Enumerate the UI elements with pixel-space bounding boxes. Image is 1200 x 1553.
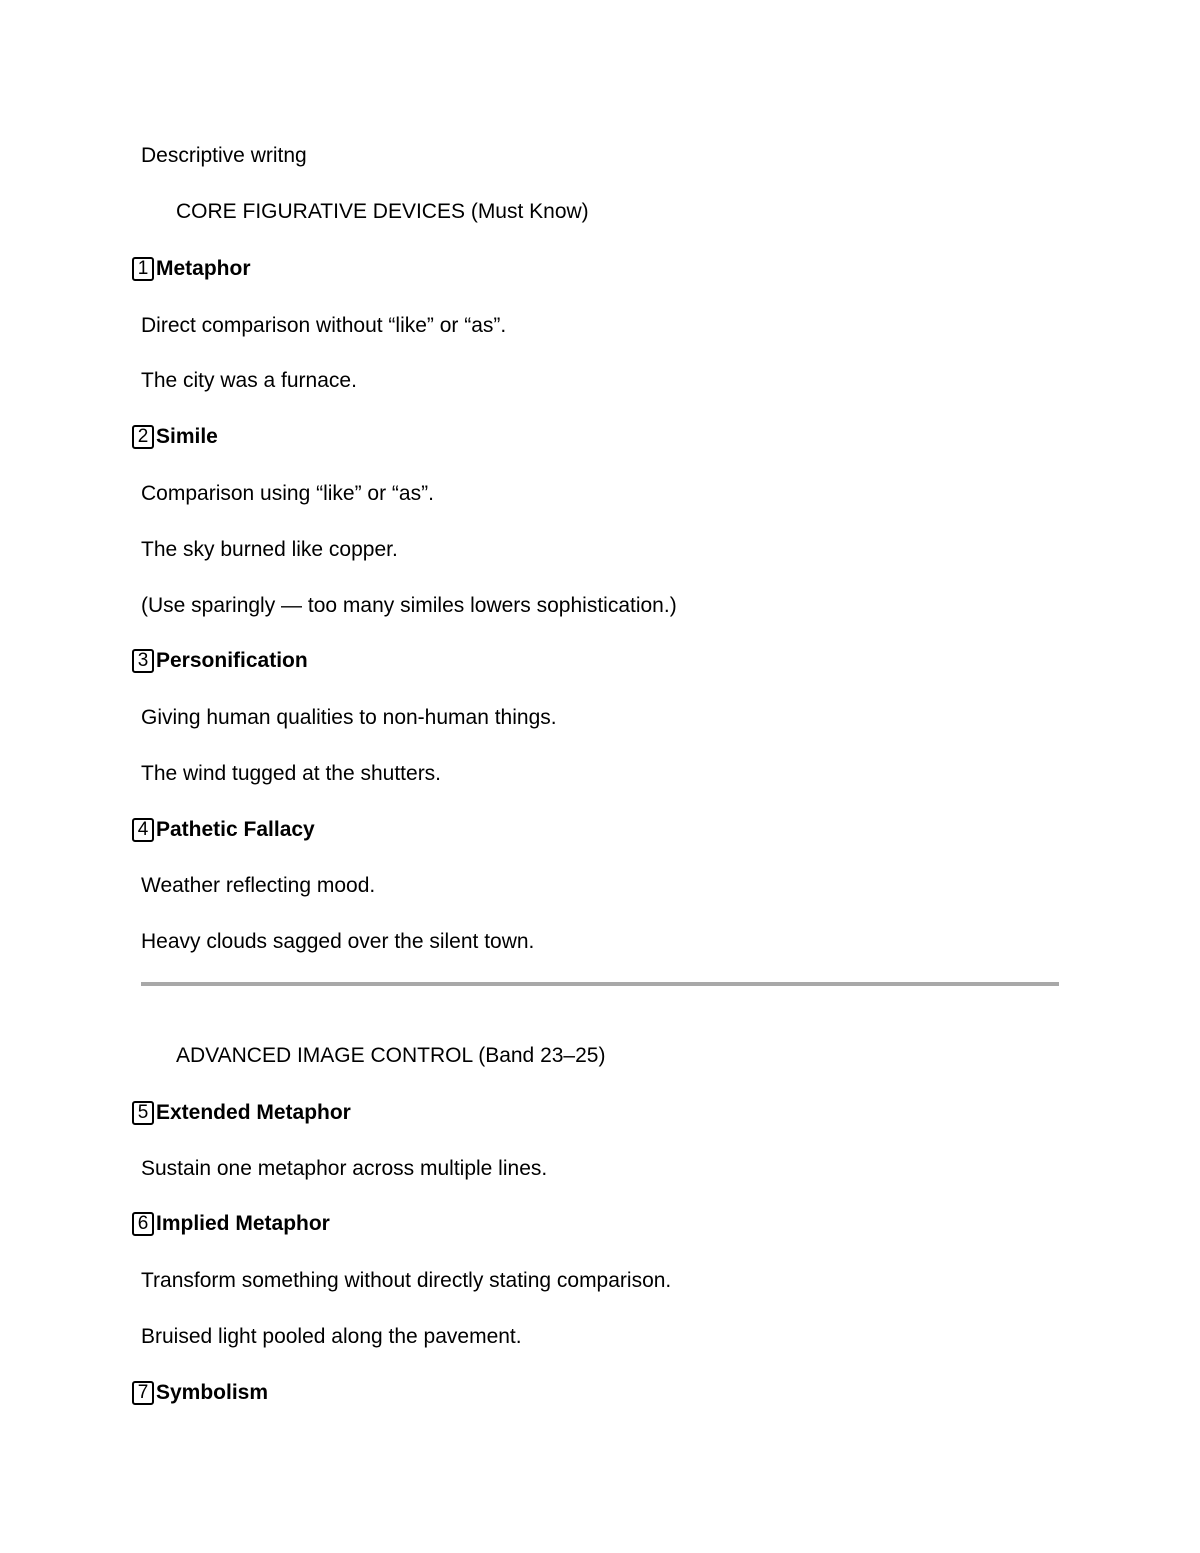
device-definition: Sustain one metaphor across multiple lines. — [141, 1157, 548, 1180]
section-title-advanced-image-control: ADVANCED IMAGE CONTROL (Band 23–25) — [176, 1044, 606, 1067]
device-name: Simile — [156, 425, 218, 448]
device-heading-pathetic-fallacy — [132, 816, 315, 844]
device-note: (Use sparingly — too many similes lowers sophistication.) — [141, 594, 677, 617]
device-heading-metaphor — [132, 255, 251, 283]
device-definition: Comparison using “like” or “as”. — [141, 482, 434, 505]
document-title: Descriptive writng — [141, 144, 307, 167]
device-name: Extended Metaphor — [156, 1101, 351, 1124]
device-example: The city was a furnace. — [141, 369, 357, 392]
device-name: Implied Metaphor — [156, 1212, 330, 1235]
device-heading-extended-metaphor — [132, 1099, 351, 1127]
device-name: Symbolism — [156, 1381, 269, 1404]
device-heading-implied-metaphor — [132, 1210, 330, 1238]
device-definition: Giving human qualities to non-human things. — [141, 706, 557, 729]
section-title-core-figurative-devices: CORE FIGURATIVE DEVICES (Must Know) — [176, 200, 589, 223]
number-badge: 1 — [132, 257, 154, 281]
device-definition: Weather reflecting mood. — [141, 874, 376, 897]
number-badge: 3 — [132, 649, 154, 673]
number-badge: 2 — [132, 425, 154, 449]
device-name: Metaphor — [156, 257, 251, 280]
number-badge: 6 — [132, 1212, 154, 1236]
device-definition: Transform something without directly stating comparison. — [141, 1269, 672, 1292]
device-example: The wind tugged at the shutters. — [141, 762, 442, 785]
device-name: Personification — [156, 649, 308, 672]
horizontal-divider — [141, 982, 1059, 986]
device-heading-personification — [132, 647, 308, 675]
number-badge: 4 — [132, 818, 154, 842]
device-example: Heavy clouds sagged over the silent town. — [141, 930, 535, 953]
device-definition: Direct comparison without “like” or “as”. — [141, 314, 507, 337]
number-badge: 7 — [132, 1381, 154, 1405]
number-badge: 5 — [132, 1101, 154, 1125]
device-heading-simile — [132, 423, 218, 451]
device-example: Bruised light pooled along the pavement. — [141, 1325, 522, 1348]
device-heading-symbolism — [132, 1379, 268, 1407]
device-name: Pathetic Fallacy — [156, 818, 315, 841]
device-example: The sky burned like copper. — [141, 538, 398, 561]
